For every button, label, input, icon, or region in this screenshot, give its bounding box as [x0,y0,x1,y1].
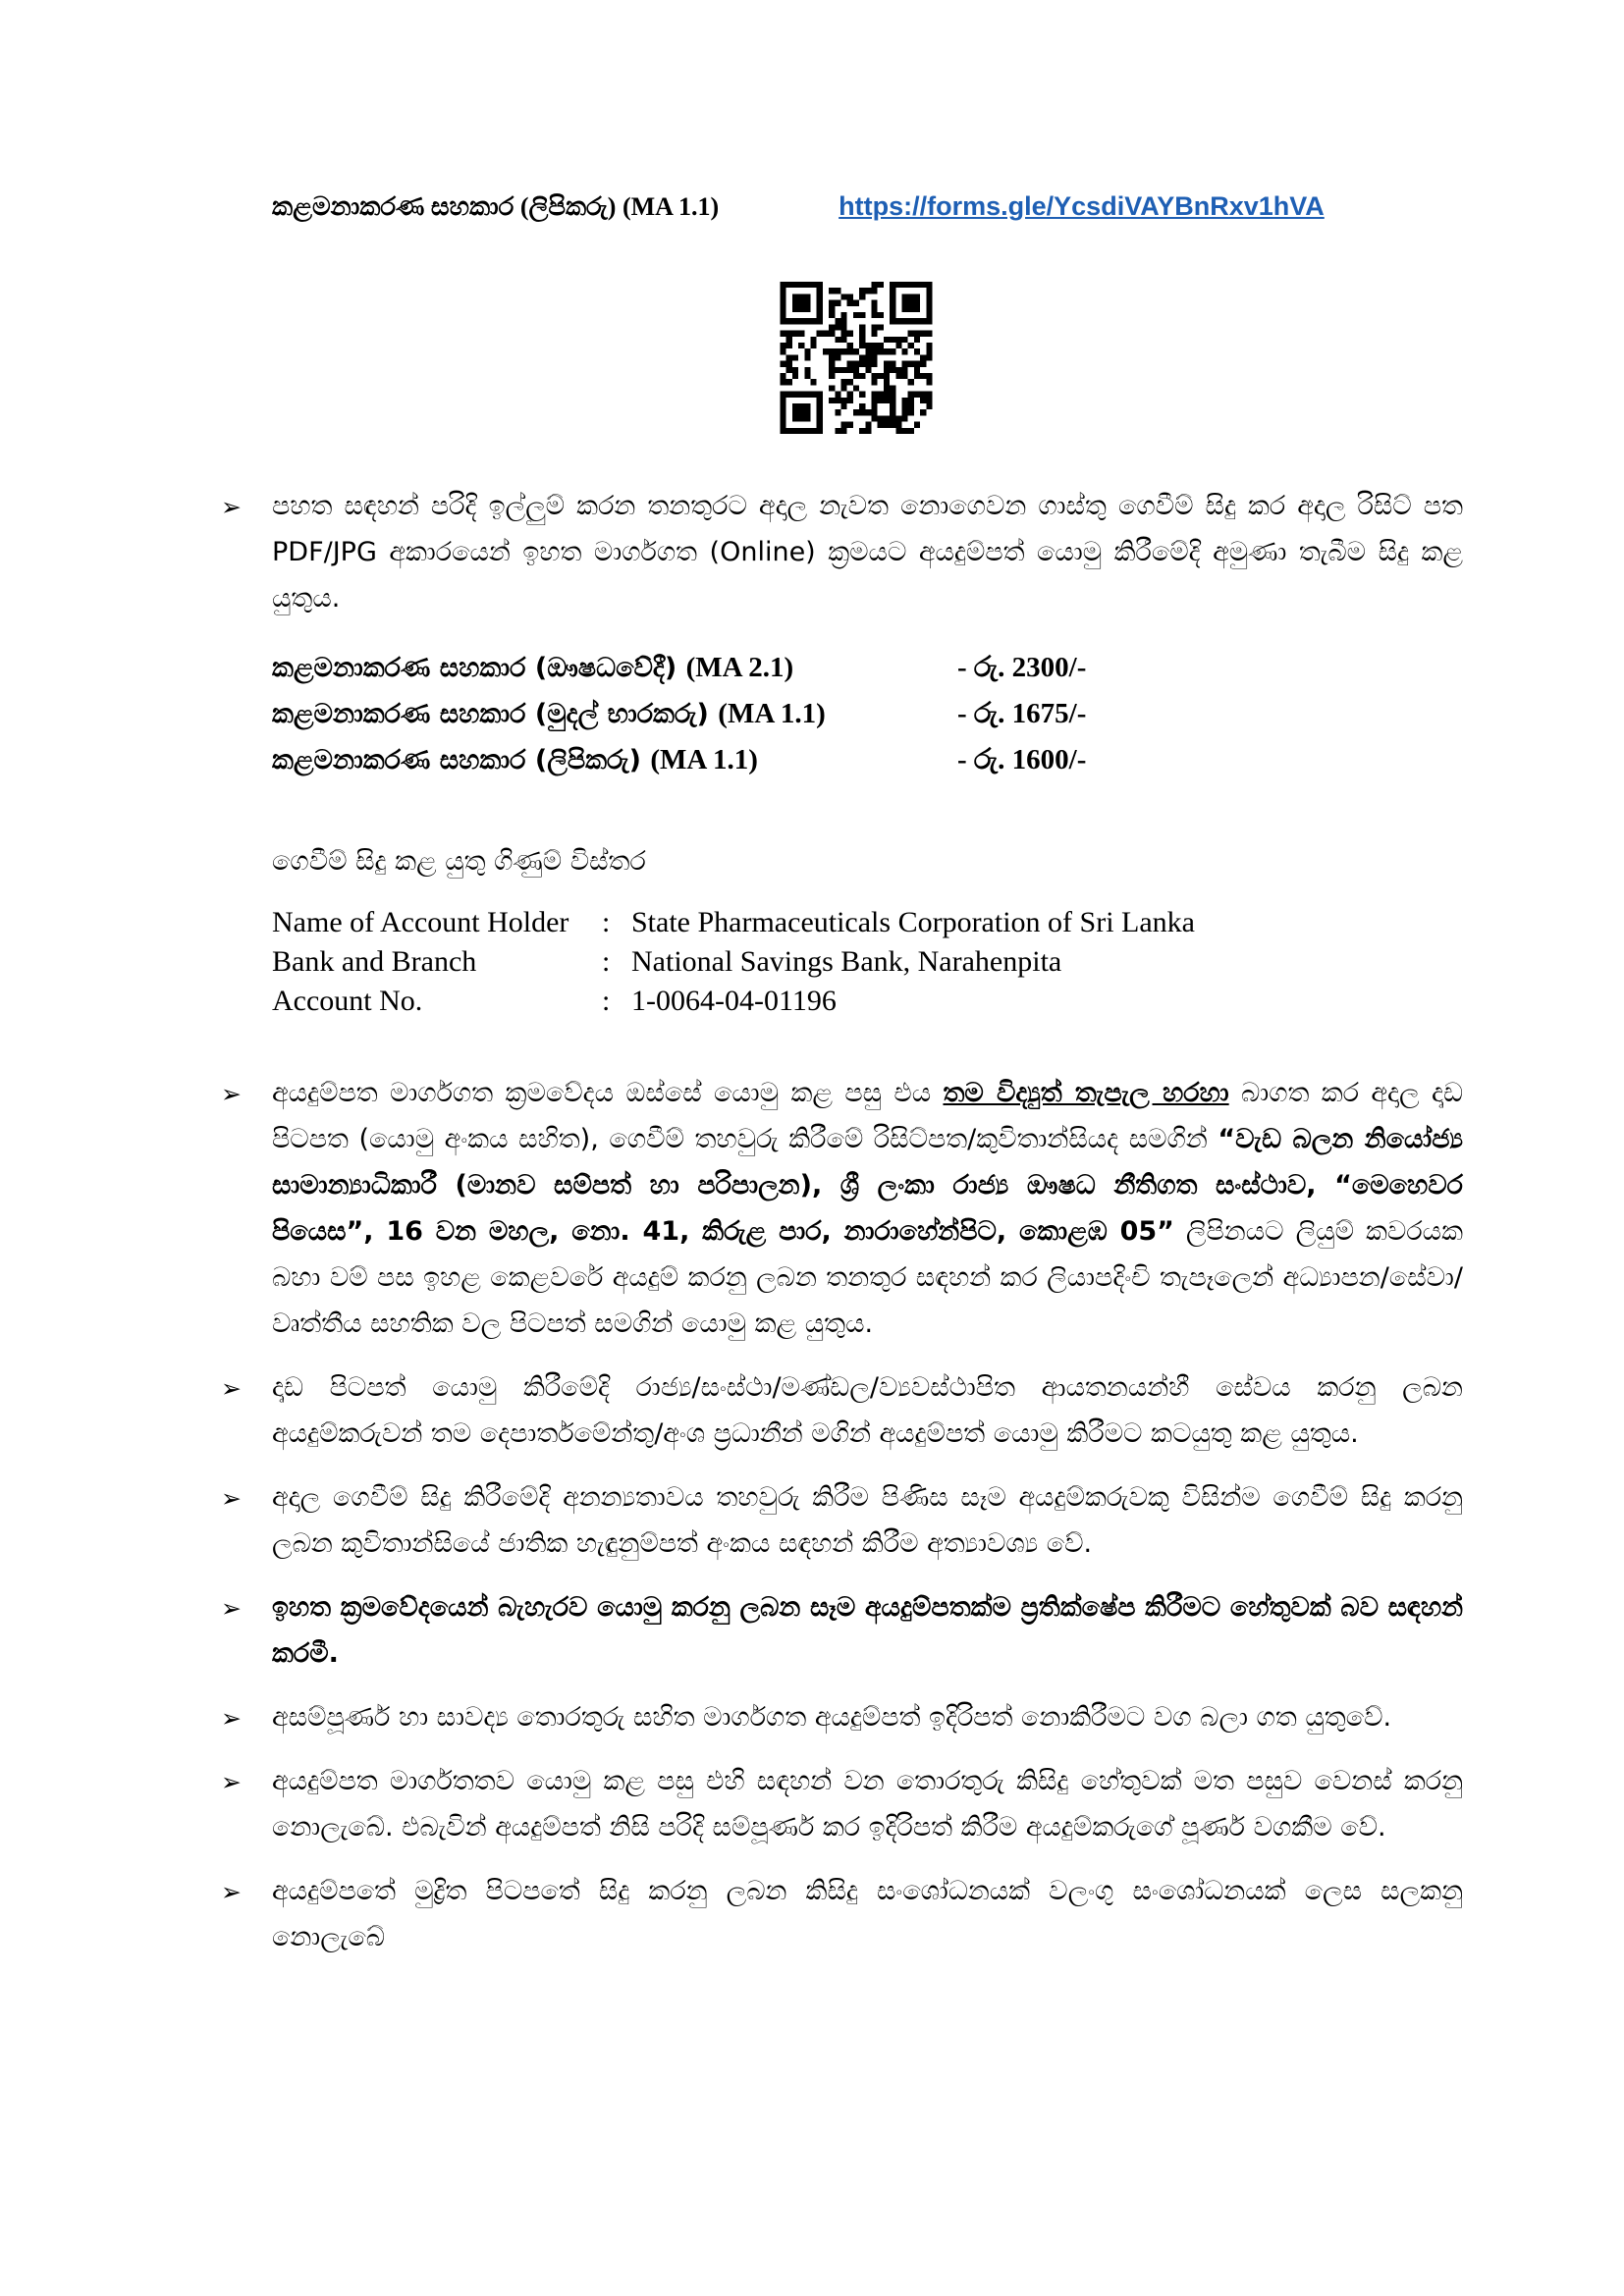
account-details-heading: ගෙවීම් සිදු කළ යුතු ගිණුම් විස්තර [272,846,646,877]
arrow-bullet-icon: ➢ [221,1878,242,1906]
account-value: National Savings Bank, Narahenpita [631,945,1062,978]
bullet-public-sector-applicants [221,1364,1463,1457]
account-row-number [272,982,1463,1021]
bullet-no-amendments-on-print [221,1868,1463,1960]
fee-row-cashier [272,691,1463,737]
colon-separator: : [602,985,611,1017]
account-label: Account No. [272,985,423,1017]
bullet-rejection-warning [221,1584,1463,1677]
bullet-text-emphasis: තම විද්‍යුත් තැපැල හරහා [943,1078,1229,1108]
bullet-text: පහත සඳහන් පරිදි ඉල්ලුම් කරන තනතුරට අදාල නැවත නොගෙවන ගාස්තු ගෙවීම් සිදු කර අදාල රිසිට් පත PDF/JPG අකාරයෙන් ඉහත මාර්ගගත (Online) ක්‍රමයට අයදුම්පත් යොමු කිරීමේදි අමුණා තැබීම සිදු කළ යුතුය. [272,491,1463,614]
colon-separator: : [602,906,611,938]
fee-amount: - රු. 1600/- [957,744,1087,775]
arrow-bullet-icon: ➢ [221,1768,242,1796]
fee-amount: - රු. 2300/- [957,652,1087,683]
arrow-bullet-icon: ➢ [221,1484,242,1513]
bullet-payment-receipt-upload [221,483,1463,621]
bullet-nic-on-receipt [221,1474,1463,1567]
fee-label: කළමනාකරණ සහකාර (ලිපිකරු) [272,745,651,775]
fee-amount: - රු. 1675/- [957,698,1087,729]
account-row-bank [272,942,1463,982]
account-value: 1-0064-04-01196 [631,985,837,1017]
account-value: State Pharmaceuticals Corporation of Sri Lanka [631,906,1195,938]
fee-table [272,645,1463,783]
fee-label: කළමනාකරණ සහකාර (ඖෂධවේදී) [272,653,686,683]
bullet-postal-submission-address [221,1070,1464,1347]
account-row-holder [272,903,1463,942]
bullet-text-part: ලිපිනයට ලියුම් කවරයක බහා වම් පස ඉහළ කෙළවරේ අයදුම් කරනු ලබන තනතුර සඳහන් කර ලියාපදිංචි තැපෑලෙන් අධ්‍යාපන/සේවා/වෘත්තීය සහතික වල පිටපත් සමගින් යොමු කළ යුතුය. [272,1216,1463,1339]
bullet-text: ඉහත ක්‍රමවේදයෙන් බැහැරව යොමු කරනු ලබන සෑම අයදුම්පතක්ම ප්‍රතික්ෂේප කිරීමට හේතුවක් බව සඳහන් කරමී. [272,1592,1463,1669]
account-details-table [272,903,1463,1021]
bullet-text-address: “වැඩ බලන නියෝජ්‍ය සාමාන්‍යාධිකාරී (මානව සම්පත් හා පරිපාලන), ශ්‍රී ලංකා රාජ්‍ය ඖෂධ නීතිගත සංස්ථාව, “මෙහෙවර පියෙස”, 16 වන මහල, නො. 41, කිරුළ පාර, නාරාහේන්පිට, කොළඹ 05” [272,1124,1464,1247]
bullet-text: අයදුම්පත මාර්ගතතව යොමු කළ පසු එහි සඳහන් වන තොරතුරු කිසිදු හේතුවක් මත පසුව වෙනස් කරනු නොලැබේ. එබැවින් අයදුම්පත් නිසි පරිදි සම්පූර්ණ කර ඉදිරිපත් කිරීම අයදුම්කරුගේ පූර්ණ වගකීම වේ. [272,1766,1463,1842]
bullet-no-changes-after-submit [221,1758,1463,1850]
google-form-link[interactable]: https://forms.gle/YcsdiVAYBnRxv1hVA [839,191,1325,221]
arrow-bullet-icon: ➢ [221,1080,242,1108]
bullet-text-part: අයදුම්පත මාර්ගගත ක්‍රමවේදය ඔස්සේ යොමු කළ පසු එය [272,1078,944,1108]
fee-code: (MA 2.1) [685,652,794,683]
colon-separator: : [602,945,611,978]
qr-code-container [272,282,1463,434]
bullet-text: අසම්පූර්ණ හා සාවද්‍ය තොරතුරු සහිත මාර්ගගත අයදුම්පත් ඉදිරිපත් නොකිරීමට වග බලා ගත යුතුවේ. [272,1702,1392,1733]
arrow-bullet-icon: ➢ [221,493,242,521]
fee-code: (MA 1.1) [718,698,826,729]
bullet-text: අදාල ගෙවීම් සිදු කිරීමේදි අනන්‍යතාවය තහවුරු කිරීම පිණිස සෑම අයදුම්කරුවකු විසින්ම ගෙවීම් සිදු කරනු ලබන කුවිතාන්සියේ ජාතික හැඳුනුම්පත් අංකය සඳහන් කිරීම අත්‍යාවශ්‍ය වේ. [272,1482,1463,1559]
fee-label: කළමනාකරණ සහකාර (මුදල් භාරකරු) [272,699,719,729]
fee-row-clerk [272,737,1463,783]
bullet-text-part: බාගත කර අදාල දෘඩ පිටපත (යොමු අංකය සහිත), ගෙවීම් තහවුරු කිරීමේ රිසිට්පත/කුවිතාන්සියද සමගින් [272,1078,1463,1154]
arrow-bullet-icon: ➢ [221,1704,242,1733]
account-label: Bank and Branch [272,945,477,978]
fee-row-pharmacist [272,645,1463,691]
page-title: කළමනාකරණ සහකාර (ලිපිකරු) (MA 1.1) [272,192,720,221]
document-header [272,191,1463,223]
arrow-bullet-icon: ➢ [221,1374,242,1403]
bullet-text: දෘඩ පිටපත් යොමු කිරීමේදි රාජ්‍ය/සංස්ථා/මණ්ඩල/ව්‍යවස්ථාපිත ආයතනයන්හී සේවය කරනු ලබන අයදුම්කරුවන් තම දෙපාර්තමේන්තු/අංශ ප්‍රධානීන් මගින් අයදුම්පත් යොමු කිරීමට කටයුතු කළ යුතුය. [272,1372,1463,1449]
bullet-incomplete-applications [221,1694,1463,1740]
bullet-text: අයදුම්පතේ මුද්‍රිත පිටපතේ සිදු කරනු ලබන කිසිදු සංශෝධනයක් වලංගු සංශෝධනයක් ලෙස සලකනු නොලැබේ [272,1876,1463,1952]
fee-code: (MA 1.1) [650,744,758,775]
qr-code [779,282,934,434]
account-label: Name of Account Holder [272,906,569,938]
arrow-bullet-icon: ➢ [221,1594,242,1623]
